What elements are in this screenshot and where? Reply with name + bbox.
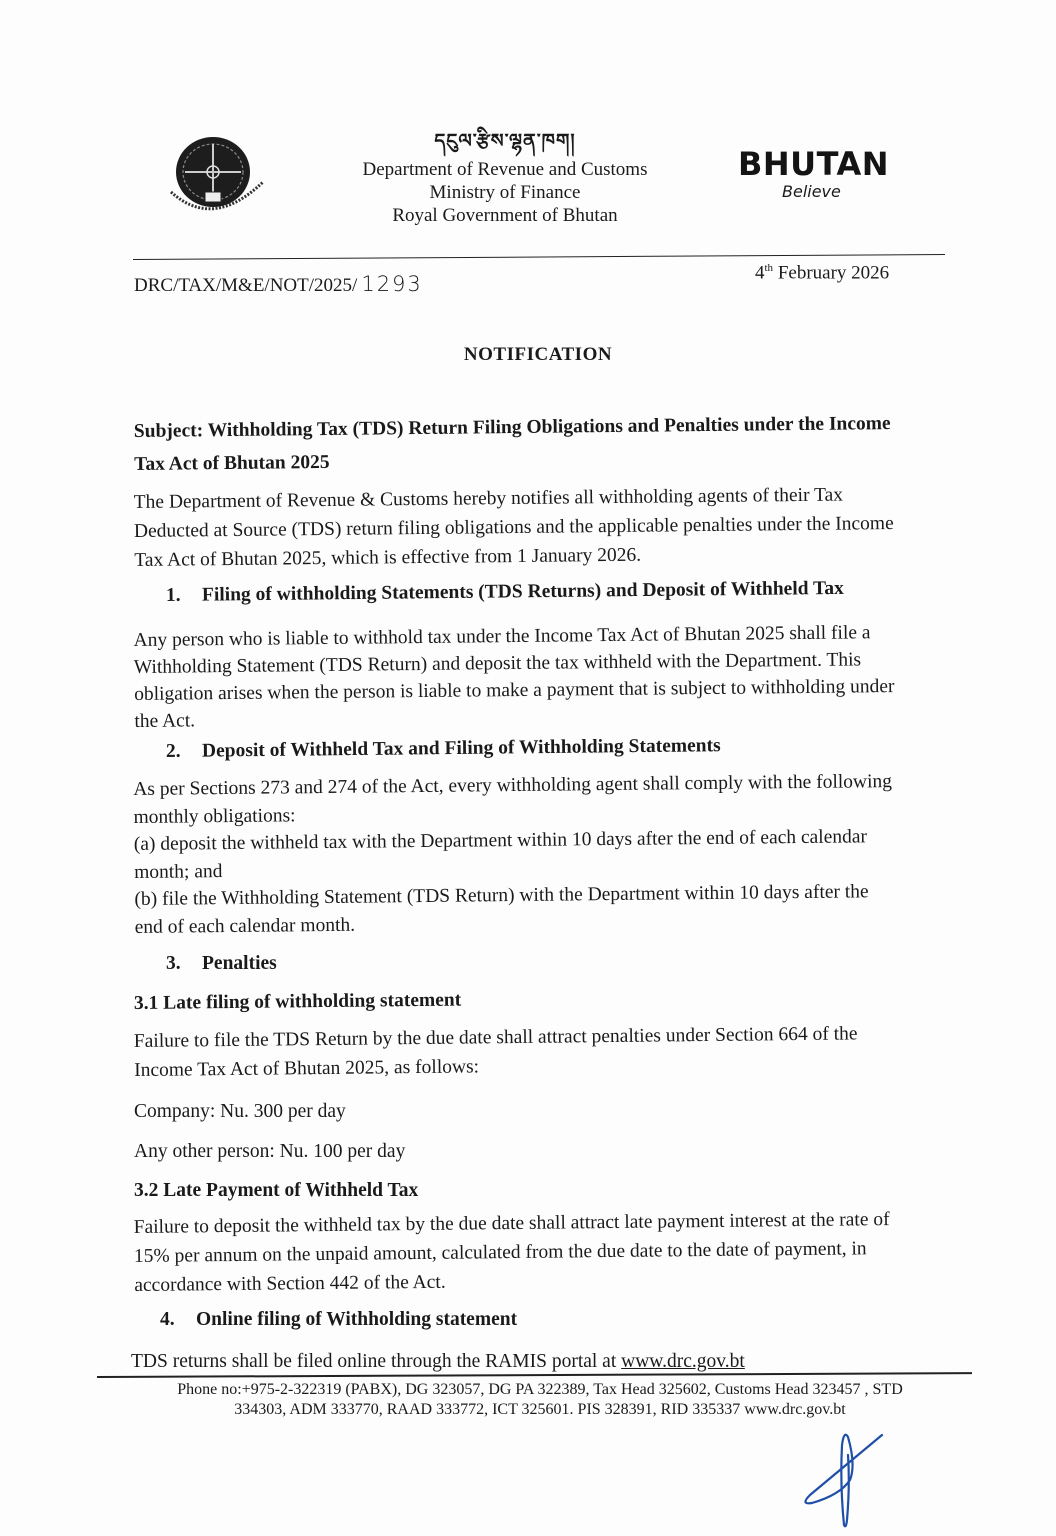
paragraph-line: the Act. [134,710,196,732]
paragraph-line: Income Tax Act of Bhutan 2025, as follows: [134,1056,480,1081]
paragraph-line: obligation arises when the person is liable to make a payment that is subject to withholding under [134,676,895,705]
paragraph-line: monthly obligations: [133,804,296,828]
penalty-company: Company: Nu. 300 per day [134,1101,346,1122]
signature [800,1425,910,1530]
subject [134,409,955,478]
section-2-heading [166,735,721,763]
section-title: Penalties [202,953,277,974]
section-title: Online filing of Withholding statement [196,1309,518,1330]
list-item: (b) file the Withholding Statement (TDS Return) with the Department within 10 days after the [134,881,869,910]
date-day: 4 [755,262,765,284]
header-divider [133,254,945,260]
section-number: 3. [166,953,181,974]
paragraph-line: As per Sections 273 and 274 of the Act, every withholding agent shall comply with the following [133,771,893,801]
handwritten-reference-number: 1293 [361,272,423,296]
section-number: 1. [165,584,181,606]
subject-line: Subject: Withholding Tax (TDS) Return Filing Obligations and Penalties under the Income [133,413,891,443]
section-4-paragraph [131,1348,951,1375]
penalty-other-person: Any other person: Nu. 100 per day [134,1141,406,1162]
paragraph-line: accordance with Section 442 of the Act. [134,1271,446,1296]
paragraph-line: month; and [134,860,223,883]
paragraph-text: TDS returns shall be filed online through the RAMIS portal at [131,1351,622,1372]
paragraph-line: Withholding Statement (TDS Return) and deposit the tax withheld with the Department. This [133,649,862,679]
paragraph-line: Failure to deposit the withheld tax by the due date shall attract late payment interest at the rate of [133,1209,890,1239]
brand-tagline: Believe [782,182,841,201]
section-3-heading [166,953,277,975]
royal-emblem-logo [163,130,273,230]
subsection-3-1-heading: 3.1 Late filing of withholding statement [133,989,462,1014]
footer-line: 334303, ADM 333770, RAAD 333772, ICT 325601. PIS 328391, RID 335337 www.drc.gov.bt [234,1401,846,1418]
date-suffix: th [764,262,774,274]
government-name: Royal Government of Bhutan [392,205,618,226]
paragraph-line: Any person who is liable to withhold tax under the Income Tax Act of Bhutan 2025 shall file a [133,622,871,652]
paragraph-line: The Department of Revenue & Customs hereby notifies all withholding agents of their Tax [133,484,844,514]
section-number: 2. [165,740,181,762]
letterhead [330,124,680,227]
intro-paragraph [134,479,955,575]
paragraph-line: 15% per annum on the unpaid amount, calculated from the due date to the date of payment, in [133,1238,867,1267]
section-number: 4. [160,1309,175,1330]
section-2-paragraph [133,767,955,941]
subsection-3-2-heading: 3.2 Late Payment of Withheld Tax [134,1180,419,1201]
reference-number [134,272,423,297]
paragraph-line: Tax Act of Bhutan 2025, which is effective from 1 January 2026. [134,544,642,571]
dzongkha-title: དངུལ་རྩིས་ལྷན་ཁག། [434,130,576,152]
date-month-year: February 2026 [773,262,890,284]
footer-line: Phone no:+975-2-322319 (PABX), DG 323057, DG PA 322389, Tax Head 325602, Customs Head 323457 , STD [177,1381,903,1398]
paragraph-line: Deducted at Source (TDS) return filing obligations and the applicable penalties under the Income [133,513,894,542]
ministry-name: Ministry of Finance [429,182,581,203]
section-1-paragraph [133,618,954,735]
section-1-heading [166,578,844,607]
paragraph-line: end of each calendar month. [134,914,356,938]
subject-line: Tax Act of Bhutan 2025 [134,451,330,475]
brand-name: BHUTAN [738,145,890,183]
subsection-3-2-paragraph [134,1204,955,1300]
notification-date [755,262,889,284]
section-title: Deposit of Withheld Tax and Filing of Withholding Statements [201,735,721,762]
page-title: NOTIFICATION [463,344,613,365]
footer-contacts [120,1380,960,1420]
paragraph-line: Failure to file the TDS Return by the due date shall attract penalties under Section 664 of the [133,1023,858,1053]
list-item: (a) deposit the withheld tax with the Department within 10 days after the end of each calendar [133,826,868,856]
department-name: Department of Revenue and Customs [362,159,648,180]
drc-website-link[interactable]: www.drc.gov.bt [621,1351,745,1372]
subsection-3-1-paragraph [134,1018,955,1085]
reference-prefix: DRC/TAX/M&E/NOT/2025/ [134,275,358,296]
bhutan-brand-logo [738,146,898,202]
section-title: Filing of withholding Statements (TDS Returns) and Deposit of Withheld Tax [201,577,844,606]
section-4-heading [160,1309,517,1331]
